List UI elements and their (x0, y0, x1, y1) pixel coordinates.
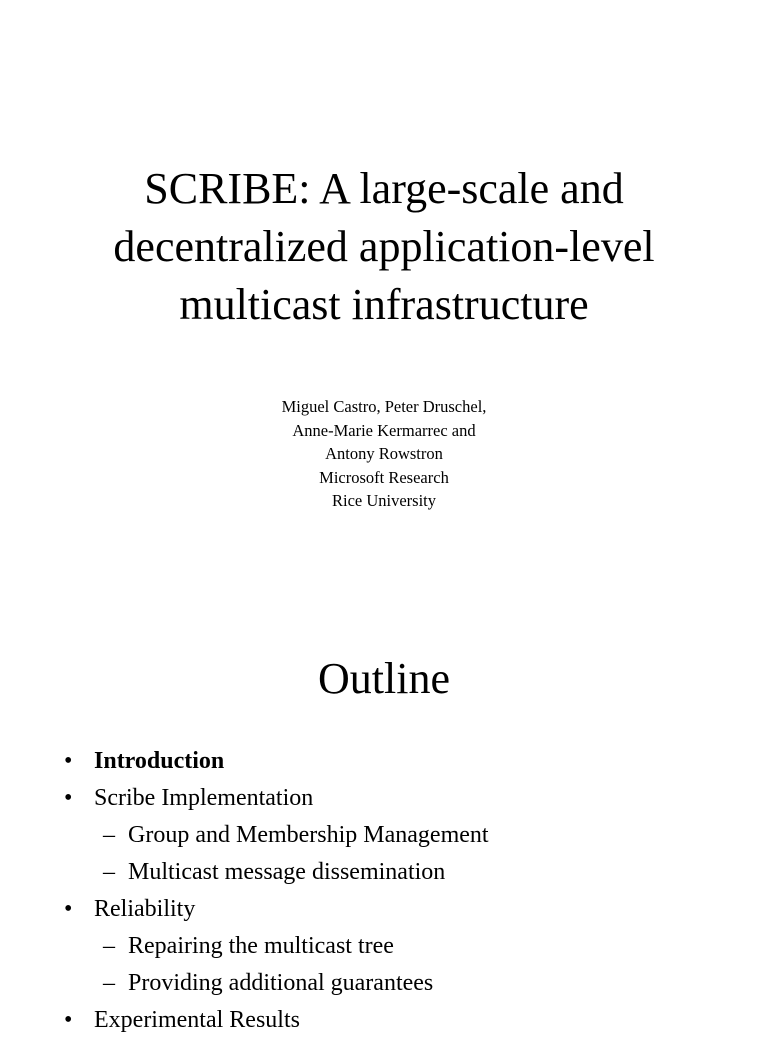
outline-item-text: Scribe Implementation (94, 785, 314, 811)
author-line: Miguel Castro, Peter Druschel, (281, 397, 487, 416)
slide-title-line: multicast infrastructure (179, 280, 589, 329)
outline-subitem (0, 928, 768, 965)
bullet-marker: • (64, 748, 73, 774)
affiliation-line: Rice University (331, 491, 437, 510)
slide-title-line: decentralized application-level (113, 222, 655, 271)
outline-item-text: Repairing the multicast tree (128, 933, 394, 959)
affiliation-line: Microsoft Research (319, 467, 449, 487)
outline-item-text: Providing additional guarantees (128, 970, 434, 996)
bullet-marker: • (64, 785, 73, 811)
dash-marker: – (103, 970, 115, 996)
outline-list (0, 743, 768, 1039)
bullet-marker: • (64, 896, 73, 922)
outline-subitem (0, 854, 768, 891)
slide-title-line: SCRIBE: A large-scale and (144, 164, 624, 213)
outline-item-text: Group and Membership Management (128, 822, 489, 848)
bullet-marker: • (64, 1007, 73, 1033)
dash-marker: – (103, 822, 115, 848)
slide-title (0, 160, 768, 334)
outline-item-text: Introduction (94, 748, 225, 774)
outline-item (0, 743, 768, 780)
dash-marker: – (103, 933, 115, 959)
outline-subitem (0, 817, 768, 854)
outline-item (0, 780, 768, 817)
author-line: Anne-Marie Kermarrec and (292, 420, 476, 440)
outline-item-text: Multicast message dissemination (128, 859, 446, 885)
author-line: Antony Rowstron (325, 444, 443, 463)
outline-title: Outline (318, 654, 450, 703)
author-block (0, 395, 768, 513)
outline-item (0, 1002, 768, 1039)
outline-item-text: Reliability (94, 896, 196, 922)
outline-subitem (0, 965, 768, 1002)
outline-item (0, 891, 768, 928)
dash-marker: – (103, 859, 115, 885)
outline-item-text: Experimental Results (94, 1007, 300, 1033)
